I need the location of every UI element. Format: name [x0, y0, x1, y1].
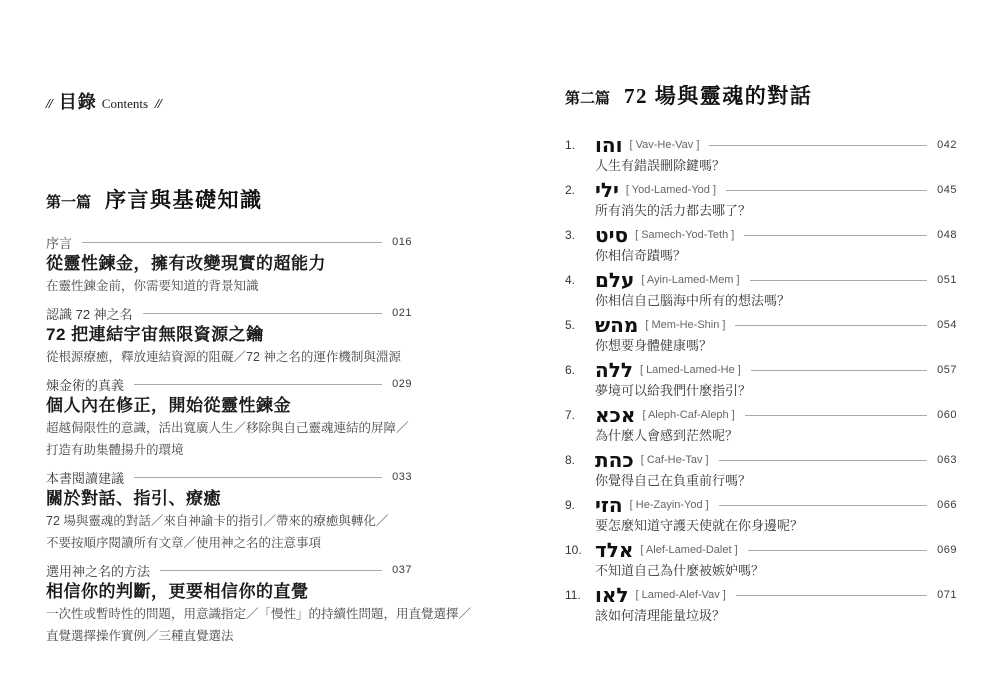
- decorative-slashes-left: //: [46, 97, 52, 112]
- leader-line: [82, 242, 382, 243]
- page-number: 045: [937, 184, 957, 196]
- chapter-number: 8.: [565, 453, 576, 467]
- toc-chapter-item: [565, 582, 957, 624]
- leader-line: [735, 325, 927, 326]
- transliteration: [ Yod-Lamed-Yod ]: [625, 184, 717, 196]
- hebrew-name: עלם: [595, 268, 635, 292]
- leader-line: [719, 460, 928, 461]
- page-number: 057: [937, 364, 957, 376]
- section-title: 個人內在修正，開始從靈性鍊金: [46, 396, 291, 415]
- chapter-number: 4.: [565, 273, 576, 287]
- part2-label: 第二篇: [565, 91, 611, 107]
- chapter-number: 11.: [565, 588, 581, 602]
- chapter-number: 9.: [565, 498, 576, 512]
- part1-title: 序言與基礎知識: [105, 188, 263, 212]
- toc-entry-row: [565, 357, 957, 383]
- right-page: [565, 80, 957, 627]
- page-number: 054: [937, 319, 957, 331]
- page-number: 042: [937, 139, 957, 151]
- section-label: 序言: [46, 235, 73, 251]
- page-number: 063: [937, 454, 957, 466]
- toc-entry-row: [565, 402, 957, 428]
- toc-chapter-item: [565, 312, 957, 354]
- toc-entry-row: [565, 222, 957, 248]
- transliteration: [ Lamed-Lamed-He ]: [639, 364, 741, 376]
- leader-line: [134, 477, 382, 478]
- chapter-question: 夢境可以給我們什麼指引？: [595, 383, 752, 398]
- part1-heading: [46, 184, 412, 214]
- decorative-slashes-right: //: [155, 97, 161, 112]
- section-title: 72 把連結宇宙無限資源之鑰: [46, 325, 264, 344]
- toc-title: 目錄: [58, 92, 97, 112]
- part1-label: 第一篇: [46, 195, 92, 211]
- chapter-question: 要怎麼知道守護天使就在你身邊呢？: [595, 518, 804, 533]
- section-description: 超越侷限性的意識，活出寬廣人生／移除與自己靈魂連結的屏障／: [46, 421, 409, 435]
- section-label: 認識 72 神之名: [46, 306, 133, 322]
- toc-chapter-item: [565, 222, 957, 264]
- leader-line: [744, 235, 927, 236]
- hebrew-name: כהת: [595, 448, 634, 472]
- section-description: 在靈性鍊金前，你需要知道的背景知識: [46, 279, 259, 293]
- page-number: 029: [392, 378, 412, 390]
- chapter-question: 你想要身體健康嗎？: [595, 338, 713, 353]
- chapter-number: 6.: [565, 363, 576, 377]
- chapter-question: 不知道自己為什麼被嫉妒嗎？: [595, 563, 765, 578]
- page-number: 021: [392, 307, 412, 319]
- transliteration: [ Aleph-Caf-Aleph ]: [642, 409, 735, 421]
- section-description: 直覺選擇操作實例／三種直覺選法: [46, 629, 234, 643]
- section-label: 選用神之名的方法: [46, 563, 151, 579]
- chapter-number: 5.: [565, 318, 576, 332]
- hebrew-name: והו: [595, 133, 623, 157]
- leader-line: [134, 384, 382, 385]
- page-number: 066: [937, 499, 957, 511]
- page-number: 037: [392, 564, 412, 576]
- toc-section: [46, 234, 412, 296]
- toc-section: [46, 562, 472, 646]
- section-description: 不要按順序閱讀所有文章／使用神之名的注意事項: [46, 536, 322, 550]
- toc-entry-row: [46, 469, 412, 485]
- toc-header: [46, 88, 412, 114]
- page-number: 051: [937, 274, 957, 286]
- chapter-question: 你覺得自己在負重前行嗎？: [595, 473, 752, 488]
- leader-line: [143, 313, 382, 314]
- chapter-number: 2.: [565, 183, 576, 197]
- section-title: 相信你的判斷，更要相信你的直覺: [46, 582, 309, 601]
- toc-entry-row: [565, 582, 957, 608]
- transliteration: [ Caf-He-Tav ]: [640, 454, 709, 466]
- toc-chapter-item: [565, 402, 957, 444]
- page-number: 071: [937, 589, 957, 601]
- toc-entry-row: [46, 562, 412, 578]
- toc-chapter-item: [565, 492, 957, 534]
- toc-subtitle: Contents: [101, 96, 149, 111]
- chapter-question: 人生有錯誤刪除鍵嗎？: [595, 158, 726, 173]
- transliteration: [ Mem-He-Shin ]: [645, 319, 726, 331]
- chapter-question: 你相信自己腦海中所有的想法嗎？: [595, 293, 791, 308]
- toc-entry-row: [565, 132, 957, 158]
- hebrew-name: אכא: [595, 403, 636, 427]
- toc-chapter-item: [565, 447, 957, 489]
- chapter-question: 該如何清理能量垃圾？: [595, 608, 726, 623]
- left-page: [46, 88, 472, 655]
- leader-line: [745, 415, 927, 416]
- hebrew-name: ילי: [595, 178, 619, 202]
- transliteration: [ He-Zayin-Yod ]: [629, 499, 709, 511]
- toc-entry-row: [565, 447, 957, 473]
- hebrew-name: סיט: [595, 223, 629, 247]
- transliteration: [ Lamed-Alef-Vav ]: [635, 589, 726, 601]
- page-number: 060: [937, 409, 957, 421]
- leader-line: [736, 595, 927, 596]
- section-description: 從根源療癒，釋放連結資源的阻礙／72 神之名的運作機制與淵源: [46, 350, 401, 364]
- leader-line: [748, 550, 928, 551]
- hebrew-name: לאו: [595, 583, 629, 607]
- toc-entry-row: [565, 177, 957, 203]
- transliteration: [ Vav-He-Vav ]: [629, 139, 700, 151]
- section-title: 關於對話、指引、療癒: [46, 489, 221, 508]
- leader-line: [719, 505, 927, 506]
- toc-chapter-item: [565, 357, 957, 399]
- hebrew-name: ללה: [595, 358, 633, 382]
- hebrew-name: הזי: [595, 493, 623, 517]
- toc-section: [46, 376, 412, 460]
- chapter-question: 為什麼人會感到茫然呢？: [595, 428, 739, 443]
- transliteration: [ Alef-Lamed-Dalet ]: [640, 544, 738, 556]
- toc-entry-row: [46, 376, 412, 392]
- section-description: 一次性或暫時性的問題，用意識指定／「慢性」的持續性問題，用直覺選擇／: [46, 607, 472, 621]
- chapter-question: 所有消失的活力都去哪了？: [595, 203, 752, 218]
- section-title: 從靈性鍊金，擁有改變現實的超能力: [46, 254, 326, 273]
- leader-line: [709, 145, 927, 146]
- page-number: 016: [392, 236, 412, 248]
- toc-section: [46, 469, 412, 553]
- toc-entry-row: [565, 312, 957, 338]
- chapter-number: 7.: [565, 408, 576, 422]
- toc-chapter-item: [565, 177, 957, 219]
- section-description: 打造有助集體揚升的環境: [46, 443, 184, 457]
- toc-entry-row: [46, 234, 412, 250]
- transliteration: [ Samech-Yod-Teth ]: [635, 229, 735, 241]
- part2-heading: [565, 80, 957, 110]
- toc-entry-row: [565, 492, 957, 518]
- page-number: 033: [392, 471, 412, 483]
- leader-line: [160, 570, 382, 571]
- toc-entry-row: [565, 537, 957, 563]
- toc-section: [46, 305, 412, 367]
- section-label: 煉金術的真義: [46, 377, 125, 393]
- hebrew-name: מהש: [595, 313, 639, 337]
- toc-chapter-item: [565, 267, 957, 309]
- toc-entry-row: [46, 305, 412, 321]
- page-number: 048: [937, 229, 957, 241]
- page-number: 069: [937, 544, 957, 556]
- section-label: 本書閱讀建議: [46, 470, 125, 486]
- chapter-number: 10.: [565, 543, 582, 557]
- toc-chapter-item: [565, 537, 957, 579]
- leader-line: [750, 280, 928, 281]
- hebrew-name: אלד: [595, 538, 634, 562]
- section-description: 72 場與靈魂的對話／來自神諭卡的指引／帶來的療癒與轉化／: [46, 514, 389, 528]
- chapter-number: 1.: [565, 138, 576, 152]
- toc-entry-row: [565, 267, 957, 293]
- part2-title: 72 場與靈魂的對話: [624, 84, 813, 108]
- leader-line: [751, 370, 927, 371]
- chapter-number: 3.: [565, 228, 576, 242]
- leader-line: [726, 190, 927, 191]
- transliteration: [ Ayin-Lamed-Mem ]: [641, 274, 740, 286]
- chapter-question: 你相信奇蹟嗎？: [595, 248, 687, 263]
- toc-chapter-item: [565, 132, 957, 174]
